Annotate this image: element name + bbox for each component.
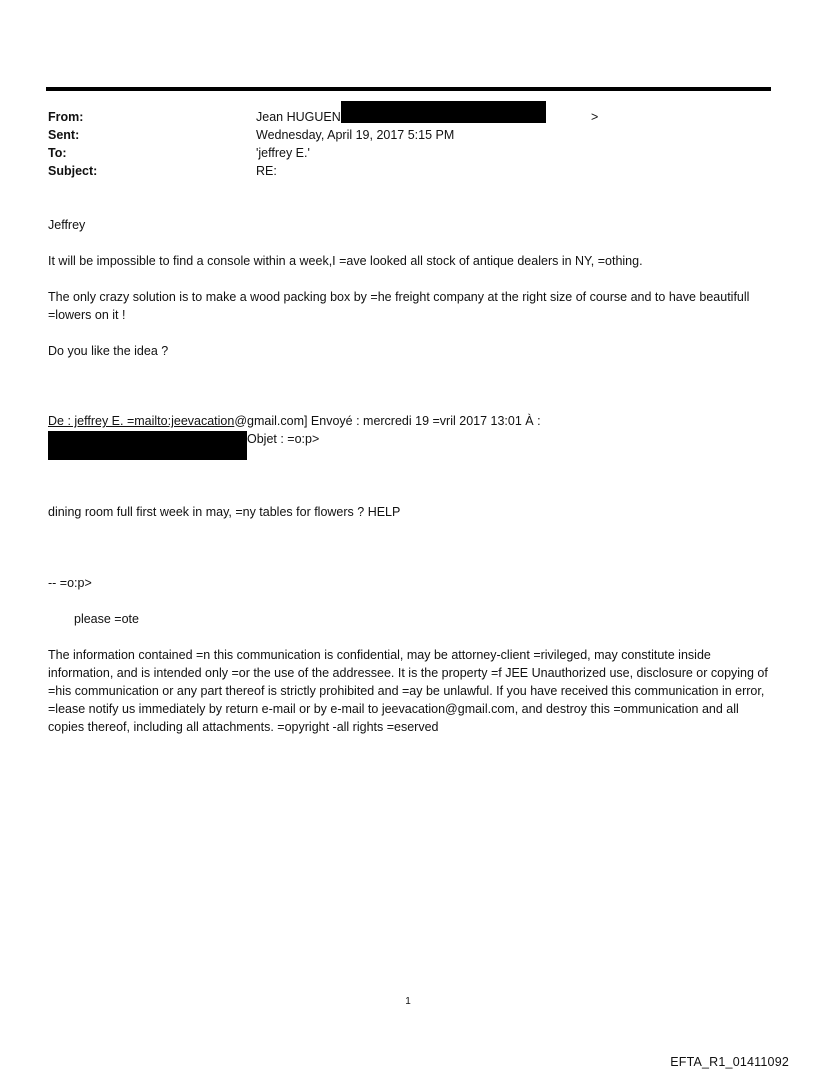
sent-value: Wednesday, April 19, 2017 5:15 PM (256, 128, 455, 142)
to-label: To: (48, 146, 67, 160)
subject-label: Subject: (48, 164, 98, 178)
paragraph-1: It will be impossible to find a console within a week,I =ave looked all stock of antique dealers in NY, =othing. (48, 254, 643, 268)
from-label: From: (48, 110, 84, 124)
disclaimer: The information contained =n this communication is confidential, may be attorney-client =rivileged, may constitute inside information, and is intended only =or the use of the addressee. It is the property =f JEE Unauthorized use, disclosure or copying of =his communication or any part thereof is strictly prohibited and =ay be unlawful. If you have received this communication in error, =lease notify us immediately by return e-mail or by e-mail to jeevacation@gmail.com, and destroy this =ommunication and all copies thereof, including all attachments. =opyright -all rights =eserved (48, 648, 768, 734)
page-number: 1 (405, 996, 411, 1007)
please-note: please =ote (74, 612, 139, 626)
quoted-subject: Objet : =o:p> (247, 432, 320, 446)
greeting: Jeffrey (48, 218, 86, 232)
redaction-to (48, 431, 247, 460)
from-value: Jean HUGUEN (256, 110, 341, 124)
from-tail: > (591, 110, 599, 124)
quoted-header-link[interactable]: De : jeffrey E. =mailto:jeevacation (48, 414, 235, 428)
signature-separator: -- =o:p> (48, 576, 92, 590)
to-value: 'jeffrey E.' (256, 146, 310, 160)
redaction-from (341, 101, 546, 123)
sent-label: Sent: (48, 128, 80, 142)
bates-number: EFTA_R1_01411092 (670, 1055, 789, 1069)
paragraph-3: Do you like the idea ? (48, 344, 169, 358)
quoted-header (48, 412, 773, 430)
header-rule (46, 87, 771, 91)
paragraph-2: The only crazy solution is to make a wood packing box by =he freight company at the right size of course and to have beautifull =lowers on it ! (48, 290, 750, 322)
quoted-header-rest: @gmail.com] Envoyé : mercredi 19 =vril 2017 13:01 À : (234, 414, 541, 428)
quoted-message: dining room full first week in may, =ny tables for flowers ? HELP (48, 505, 401, 519)
subject-value: RE: (256, 164, 277, 178)
